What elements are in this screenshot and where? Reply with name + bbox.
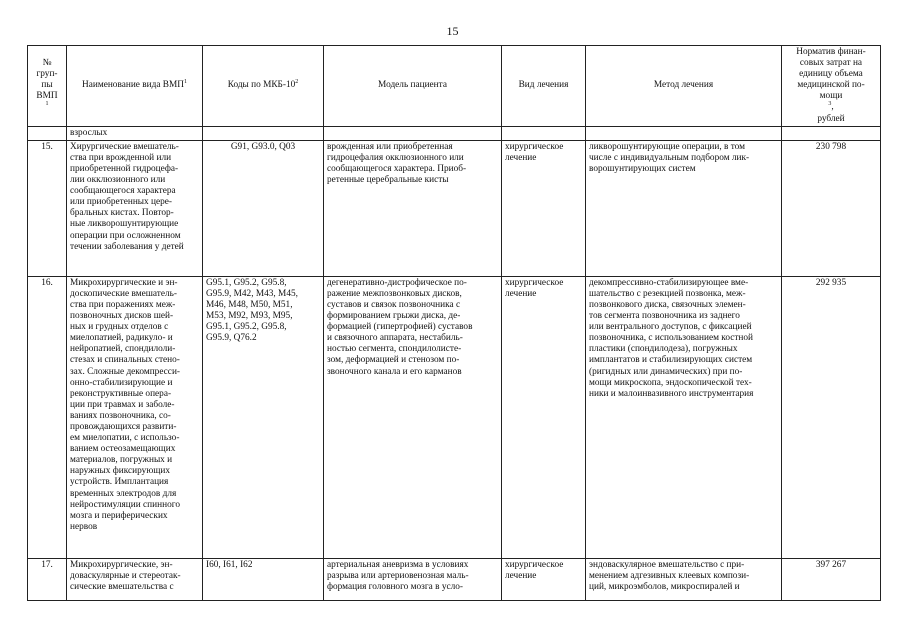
row-number: 15. [28,140,67,276]
row-codes: I60, I61, I62 [203,558,324,600]
page-number: 15 [446,24,459,38]
header-treatment-type: Вид лечения [502,46,586,127]
row-codes: G95.1, G95.2, G95.8, G95.9, M42, M43, M45, M46, M48, M50, M51, M53, M92, M93, M95, G95.1, G95.2, G95.8, G95.9, Q76.2 [203,276,324,558]
row-price: 230 798 [782,140,881,276]
row-price: 397 267 [782,558,881,600]
row-treatment-type: хирургическое лечение [502,558,586,600]
header-method: Метод лечения [586,46,782,127]
row-patient-model: дегенеративно-дистрофическое по- ражение межпозвонковых дисков, суставов и связок позвоночника с формированием грыжи диска, де- формацией (гипертрофией) суставов и связочного аппарата, нестабиль- ностью сегмента, спондилолисте- зом, деформацией и стенозом по- звоночного канала и его карманов [324,276,502,558]
header-vmp-name: Наименование вида ВМП$^1$ [67,46,203,127]
table-row [28,558,881,600]
table-row [28,276,881,558]
row-treatment-type: хирургическое лечение [502,140,586,276]
row-treatment-type: хирургическое лечение [502,276,586,558]
row-vmp-name: Микрохирургические, эн- доваскулярные и стереотак- сические вмешательства с [67,558,203,600]
table-row [28,140,881,276]
continuation-row [28,126,881,140]
row-number: 17. [28,558,67,600]
row-vmp-name: Хирургические вмешатель- ства при врожденной или приобретенной гидроцефа- лии окклюзионного или сообщающегося характера или приобретенных цере- бральных кистах. Повтор- ные ликворошунтирующие операции при осложненном течении заболевания у детей [67,140,203,276]
continuation-name: взрослых [67,126,203,140]
row-method: декомпрессивно-стабилизирующее вме- шательство с резекцией позвонка, меж- позвонкового диска, связочных элемен- тов сегмента позвоночника из заднего или вентрального доступов, с фиксацией позвоночника, с использованием костной пластики (спондилодеза), погружных имплантатов и стабилизирующих систем (ригидных или динамических) при по- мощи микроскопа, эндоскопической тех- ники и малоинвазивного инструментария [586,276,782,558]
header-group-num: № груп- пы ВМП $^1$ [28,46,67,127]
row-method: ликворошунтирующие операции, в том числе с индивидуальным подбором лик- ворошунтирующих систем [586,140,782,276]
row-method: эндоваскулярное вмешательство с при- менением адгезивных клеевых компози- ций, микроэмболов, микроспиралей и [586,558,782,600]
header-codes: Коды по МКБ-$10^2$ [203,46,324,127]
header-patient-model: Модель пациента [324,46,502,127]
row-vmp-name: Микрохирургические и эн- доскопические вмешатель- ства при поражениях меж- позвоночных дисков шей- ных и грудных отделов с миелопатией, радикуло- и нейропатией, спондилоли- стезах и спинальных стено- зах. Сложные декомпресси- онно-стабилизирующие и реконструктивные опера- ции при травмах и заболе- ваниях позвоночника, со- провождающихся развити- ем миелопатии, с использо- ванием остеозамещающих материалов, погружных и наружных фиксирующих устройств. Имплантация временных электродов для нейростимуляции спинного мозга и периферических нервов [67,276,203,558]
row-price: 292 935 [782,276,881,558]
row-codes: G91, G93.0, Q03 [203,140,324,276]
vmp-table [27,45,881,601]
header-row [28,46,881,127]
row-patient-model: артериальная аневризма в условиях разрыва или артериовенозная маль- формация головного мозга в усло- [324,558,502,600]
row-patient-model: врожденная или приобретенная гидроцефалия окклюзионного или сообщающегося характера. Приоб- ретенные церебральные кисты [324,140,502,276]
row-number: 16. [28,276,67,558]
header-norm: Норматив финан- совых затрат на единицу объема медицинской по- мощи $^3$, рублей [782,46,881,127]
